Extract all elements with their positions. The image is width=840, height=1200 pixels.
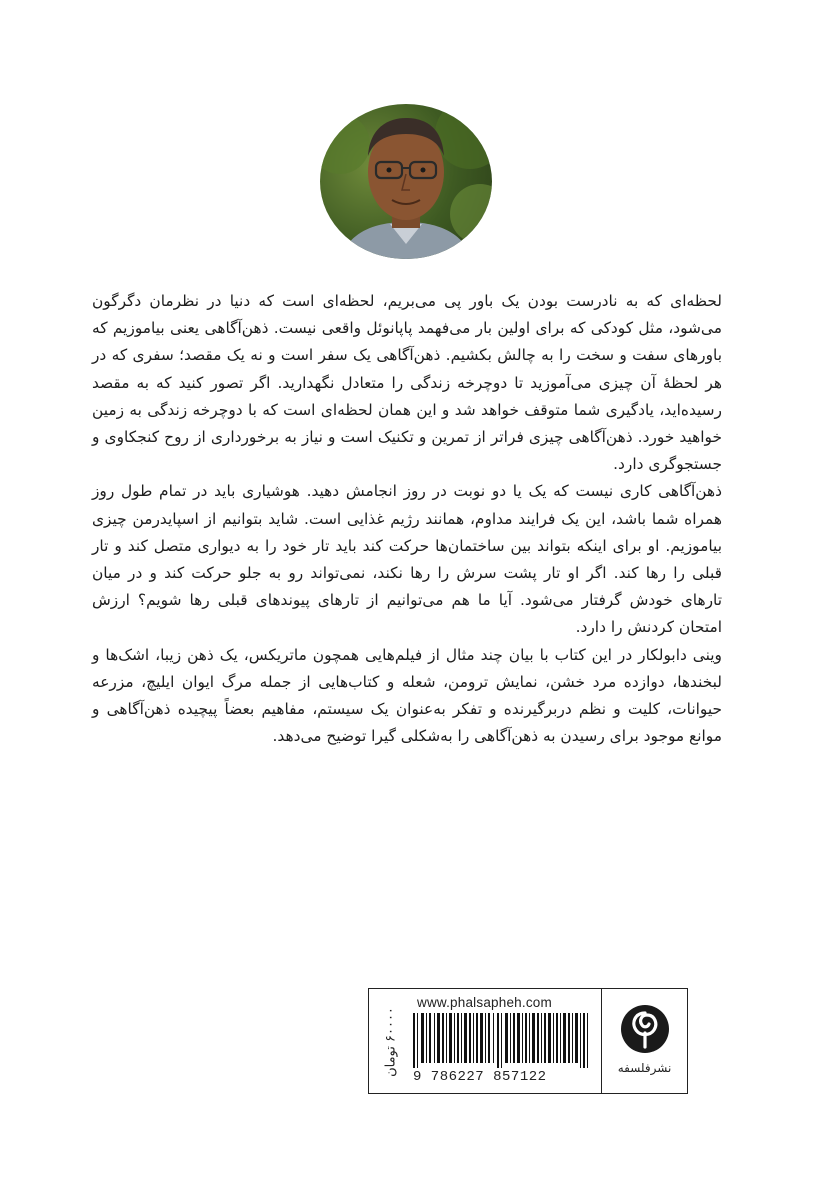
paragraph: لحظه‌ای که به نادرست بودن یک باور پی می‌بریم، لحظه‌ای است که دنیا در نظرمان دگرگون می‌شود، مثل کودکی که برای اولین بار می‌فهمد پاپانوئل واقعی نیست. ذهن‌آگاهی یعنی بیاموزیم که باورهای سفت و سخت را به چالش بکشیم. ذهن‌آگاهی یک سفر است و نه یک مقصد؛ سفری که در هر لحظهٔ آن چیزی می‌آموزید تا دوچرخه زندگی را متعادل نگهدارید. اگر تصور کنید که به مقصد رسیده‌اید، یادگیری شما متوقف خواهد شد و این همان لحظه‌ای است که با دوچرخه زندگی به زمین خواهید خورد. ذهن‌آگاهی چیزی فراتر از تمرین و تکنیک است و نیاز به برخورداری از روح کنجکاوی و جستجوگری دارد. (92, 292, 722, 474)
publisher-logo-icon (619, 1003, 671, 1055)
publisher-logo-area (601, 989, 687, 1093)
website-link[interactable]: www.phalsapheh.com (417, 995, 552, 1010)
paragraph: ذهن‌آگاهی کاری نیست که یک یا دو نوبت در روز انجامش دهید. هوشیاری باید در تمام طول روز همراه شما باشد، این یک فرایند مداوم، همانند رژیم غذایی است. شاید بتوانیم از اسپایدرمن چیزی بیاموزیم. او برای اینکه بتواند بین ساختمان‌ها حرکت کند باید تار خود را به دیواری متصل کند و تار قبلی را رها کند. اگر او تار پشت سرش را رها نکند، نمی‌تواند رو به جلو حرکت کند و در میان تارهای خودش گرفتار می‌شود. آیا ما هم می‌توانیم از تارهای پیوندهای قبلی رها شویم؟ ارزش امتحان کردنش را دارد. (92, 482, 722, 637)
back-cover-text (92, 288, 722, 750)
price-label (372, 995, 410, 1089)
publisher-name: نشرفلسفه (617, 1061, 672, 1075)
author-photo (320, 104, 492, 259)
price-text: ۶۰۰۰۰ تومان (383, 1007, 399, 1077)
publisher-info-box (368, 988, 688, 1094)
barcode-icon (413, 1013, 591, 1068)
paragraph: وینی دابولکار در این کتاب با بیان چند مثال از فیلم‌هایی همچون ماتریکس، یک ذهن زیبا، اشک‌ها و لبخندها، دوازده مرد خشن، نمایش ترومن، شعله و کتاب‌هایی از جمله مرگ ایوان ایلیچ، مزرعه حیوانات، کلیت و نظم دربرگیرنده و تفکر به‌عنوان یک سیستم، مفاهیم بعضاً پیچیده ذهن‌آگاهی و موانع موجود برای رسیدن به ذهن‌آگاهی را به‌شکلی گیرا توضیح می‌دهد. (92, 645, 722, 746)
isbn-number: 9 786227 857122 (413, 1069, 547, 1085)
author-portrait-image (320, 104, 492, 259)
